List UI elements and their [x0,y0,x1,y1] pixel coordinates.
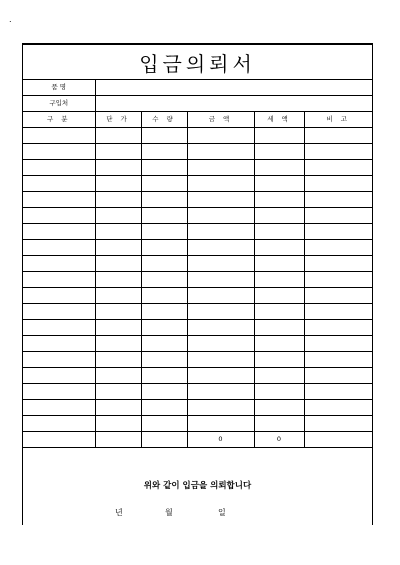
item-cell[interactable] [254,160,304,176]
item-row [23,176,372,192]
col-tax: 세 액 [254,112,304,128]
total-category [23,432,95,448]
item-cell[interactable] [187,240,254,256]
item-cell[interactable] [23,144,95,160]
item-cell[interactable] [304,144,372,160]
item-cell[interactable] [95,272,141,288]
item-cell[interactable] [254,368,304,384]
total-row [23,432,372,448]
item-cell[interactable] [141,256,187,272]
item-cell[interactable] [95,240,141,256]
item-cell[interactable] [304,304,372,320]
item-cell[interactable] [304,352,372,368]
item-cell[interactable] [304,256,372,272]
item-cell[interactable] [23,384,95,400]
item-cell[interactable] [95,144,141,160]
item-cell[interactable] [304,368,372,384]
item-cell[interactable] [254,400,304,416]
buyer-field[interactable] [95,96,372,112]
item-cell[interactable] [254,224,304,240]
item-table [23,79,372,448]
item-cell[interactable] [141,208,187,224]
item-cell[interactable] [254,416,304,432]
col-remarks: 비 고 [304,112,372,128]
item-cell[interactable] [187,288,254,304]
item-cell[interactable] [187,400,254,416]
item-cell[interactable] [95,400,141,416]
item-cell[interactable] [254,256,304,272]
item-row [23,128,372,144]
item-cell[interactable] [23,416,95,432]
item-cell[interactable] [95,336,141,352]
item-row [23,240,372,256]
item-cell[interactable] [95,304,141,320]
item-cell[interactable] [141,352,187,368]
col-category: 구 분 [23,112,95,128]
item-cell[interactable] [95,208,141,224]
item-cell[interactable] [187,224,254,240]
item-cell[interactable] [254,240,304,256]
item-cell[interactable] [187,192,254,208]
item-cell[interactable] [304,160,372,176]
item-cell[interactable] [254,144,304,160]
item-cell[interactable] [23,320,95,336]
day-label: 일 [218,508,226,517]
item-cell[interactable] [254,288,304,304]
item-cell[interactable] [23,240,95,256]
item-cell[interactable] [254,384,304,400]
item-cell[interactable] [95,160,141,176]
item-cell[interactable] [187,320,254,336]
item-row [23,304,372,320]
total-unit-price [95,432,141,448]
item-cell[interactable] [187,176,254,192]
item-cell[interactable] [254,304,304,320]
item-cell[interactable] [23,176,95,192]
item-cell[interactable] [95,320,141,336]
item-cell[interactable] [23,192,95,208]
item-cell[interactable] [304,192,372,208]
item-cell[interactable] [187,336,254,352]
item-cell[interactable] [23,368,95,384]
item-cell[interactable] [95,128,141,144]
item-cell[interactable] [304,416,372,432]
footer-statement: 위와 같이 입금을 의뢰합니다 [143,481,252,491]
col-quantity: 수 량 [141,112,187,128]
item-cell[interactable] [95,288,141,304]
item-cell[interactable] [23,160,95,176]
item-cell[interactable] [304,176,372,192]
item-cell[interactable] [254,272,304,288]
item-row [23,320,372,336]
total-amount: 0 [187,432,254,448]
item-cell[interactable] [23,288,95,304]
year-label: 년 [115,508,123,517]
item-cell[interactable] [141,144,187,160]
item-cell[interactable] [141,400,187,416]
item-cell[interactable] [304,128,372,144]
item-row [23,272,372,288]
item-cell[interactable] [23,304,95,320]
item-row [23,208,372,224]
item-cell[interactable] [141,192,187,208]
item-cell[interactable] [187,128,254,144]
item-cell[interactable] [254,192,304,208]
item-cell[interactable] [141,304,187,320]
item-cell[interactable] [95,224,141,240]
item-row [23,400,372,416]
item-cell[interactable] [23,400,95,416]
item-cell[interactable] [187,368,254,384]
item-cell[interactable] [187,256,254,272]
item-cell[interactable] [254,336,304,352]
item-cell[interactable] [23,256,95,272]
item-cell[interactable] [95,352,141,368]
item-cell[interactable] [304,240,372,256]
item-cell[interactable] [23,224,95,240]
item-cell[interactable] [23,128,95,144]
product-label: 품 명 [23,80,95,96]
item-cell[interactable] [304,224,372,240]
item-cell[interactable] [187,208,254,224]
item-row [23,144,372,160]
item-row [23,384,372,400]
item-cell[interactable] [23,272,95,288]
item-cell[interactable] [95,416,141,432]
month-label: 월 [165,508,173,517]
item-cell[interactable] [141,160,187,176]
item-cell[interactable] [187,352,254,368]
buyer-label: 구입처 [23,96,95,112]
item-cell[interactable] [254,352,304,368]
item-cell[interactable] [23,336,95,352]
buyer-row [23,96,372,112]
item-cell[interactable] [304,272,372,288]
item-cell[interactable] [187,272,254,288]
item-cell[interactable] [187,416,254,432]
item-cell[interactable] [187,160,254,176]
item-row [23,224,372,240]
item-cell[interactable] [141,128,187,144]
item-row [23,256,372,272]
top-rule [22,43,373,45]
item-cell[interactable] [141,336,187,352]
item-cell[interactable] [95,384,141,400]
item-cell[interactable] [141,224,187,240]
item-row [23,352,372,368]
item-cell[interactable] [304,400,372,416]
total-remarks [304,432,372,448]
item-cell[interactable] [141,240,187,256]
item-cell[interactable] [254,128,304,144]
item-cell[interactable] [95,368,141,384]
item-cell[interactable] [187,304,254,320]
item-cell[interactable] [304,336,372,352]
item-cell[interactable] [187,384,254,400]
item-row [23,336,372,352]
form-title: 입금의뢰서 [139,52,256,76]
item-cell[interactable] [304,288,372,304]
col-amount: 금 액 [187,112,254,128]
item-cell[interactable] [141,416,187,432]
item-row [23,416,372,432]
item-row [23,160,372,176]
item-cell[interactable] [141,368,187,384]
item-cell[interactable] [254,176,304,192]
item-cell[interactable] [254,208,304,224]
stray-mark: . [9,15,12,24]
item-cell[interactable] [95,176,141,192]
item-cell[interactable] [187,144,254,160]
item-cell[interactable] [304,208,372,224]
item-cell[interactable] [23,208,95,224]
column-header-row [23,112,372,128]
item-cell[interactable] [95,192,141,208]
item-cell[interactable] [141,384,187,400]
item-cell[interactable] [304,320,372,336]
item-cell[interactable] [141,320,187,336]
product-field[interactable] [95,80,372,96]
item-cell[interactable] [141,176,187,192]
product-row [23,80,372,96]
total-tax: 0 [254,432,304,448]
item-cell[interactable] [95,256,141,272]
item-cell[interactable] [141,272,187,288]
item-cell[interactable] [141,288,187,304]
item-row [23,192,372,208]
col-unit-price: 단 가 [95,112,141,128]
item-row [23,368,372,384]
item-cell[interactable] [304,384,372,400]
item-row [23,288,372,304]
item-cell[interactable] [23,352,95,368]
total-quantity [141,432,187,448]
item-cell[interactable] [254,320,304,336]
deposit-request-form [22,43,373,525]
